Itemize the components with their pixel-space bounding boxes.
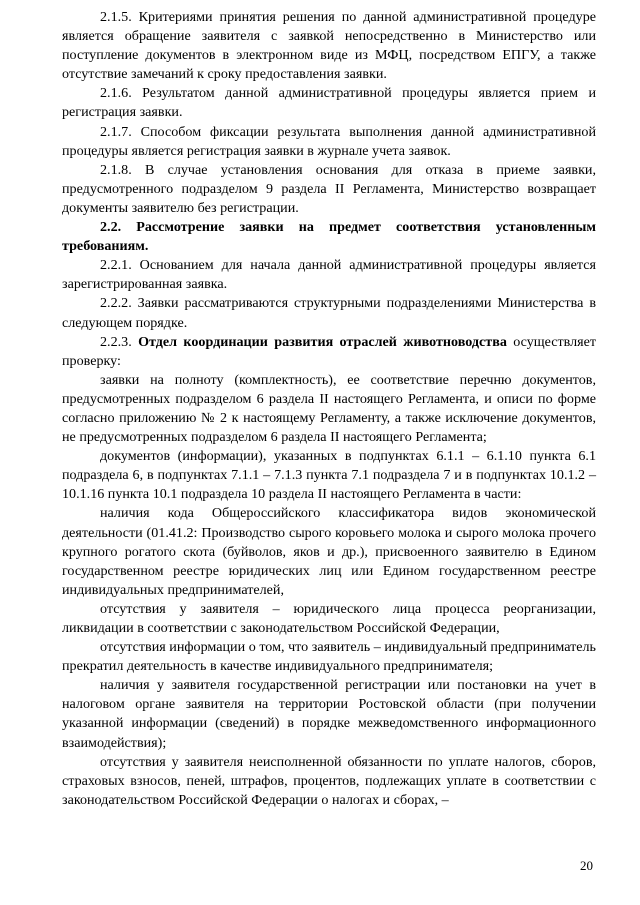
page-number: 20 [580,858,593,873]
sub-item-tax-registration: наличия у заявителя государственной регистрации или постановки на учет в налоговом органе заявителя на территории Ростовской области (при получении указанной информации (сведений) в порядке межведомственного информационного взаимодействия); [62,677,596,751]
sub-item-no-reorganization: отсутствия у заявителя – юридического лица процесса реорганизации, ликвидации в соответствии с законодательством Российской Федерации, [62,600,596,636]
section-heading-2-2: 2.2. Рассмотрение заявки на предмет соответствия установленным требованиям. [62,219,596,255]
check-item-documents: документов (информации), указанных в подпунктах 6.1.1 – 6.1.10 пункта 6.1 подраздела 6, в подпунктах 7.1.1 – 7.1.3 пункта 7.1 подраздела 7 и в подпунктах 10.1.2 – 10.1.16 пункта 10.1 подраздела 10 раздела II настоящего Регламента в части: [62,448,596,503]
sub-item-okved-code: наличия кода Общероссийского классификатора видов экономической деятельности (01.41.2: Производство сырого коровьего молока и сырого молока прочего крупного рогатого скота (буйволов, яков и др.), присвоенного заявителю в Едином государственном реестре юридических лиц или Едином государственном реестре индивидуальных предпринимателей, [62,505,596,598]
paragraph-2-1-5: 2.1.5. Критериями принятия решения по данной административной процедуре является обращение заявителя с заявкой непосредственно в Министерство или поступление документов в электронном виде из МФЦ, посредством ЕПГУ, а также отсутствие замечаний к сроку предоставления заявки. [62,9,596,83]
sub-item-no-termination: отсутствия информации о том, что заявитель – индивидуальный предприниматель прекратил деятельность в качестве индивидуального предпринимателя; [62,639,596,675]
paragraph-2-2-3-number: 2.2.3. [100,333,139,350]
paragraph-2-2-2: 2.2.2. Заявки рассматриваются структурными подразделениями Министерства в следующем порядке. [62,295,596,331]
sub-item-no-tax-debt: отсутствия у заявителя неисполненной обязанности по уплате налогов, сборов, страховых взносов, пеней, штрафов, процентов, подлежащих уплате в соответствии с законодательством Российской Федерации о налогах и сборах, – [62,753,596,808]
paragraph-2-2-3-rest: осуществляет проверку: [62,333,597,369]
check-item-completeness: заявки на полноту (комплектность), ее соответствие перечню документов, предусмотренных подразделом 6 раздела II настоящего Регламента, и описи по форме согласно приложению № 2 к настоящему Регламенту, а также исключение документов, не предусмотренных подразделом 6 раздела II настоящего Регламента; [62,371,596,446]
paragraph-2-2-1: 2.2.1. Основанием для начала данной административной процедуры является зарегистрированная заявка. [62,257,596,293]
paragraph-2-1-7: 2.1.7. Способом фиксации результата выполнения данной административной процедуры является регистрация заявки в журнале учета заявок. [62,123,596,159]
paragraph-2-2-3 [62,333,596,371]
paragraph-2-1-8: 2.1.8. В случае установления основания для отказа в приеме заявки, предусмотренного подразделом 9 раздела II Регламента, Министерство возвращает документы заявителю без регистрации. [62,161,596,216]
paragraph-2-1-6: 2.1.6. Результатом данной административной процедуры является прием и регистрация заявки. [62,85,596,121]
department-name: Отдел координации развития отраслей животноводства [138,333,507,350]
document-page [62,8,596,810]
